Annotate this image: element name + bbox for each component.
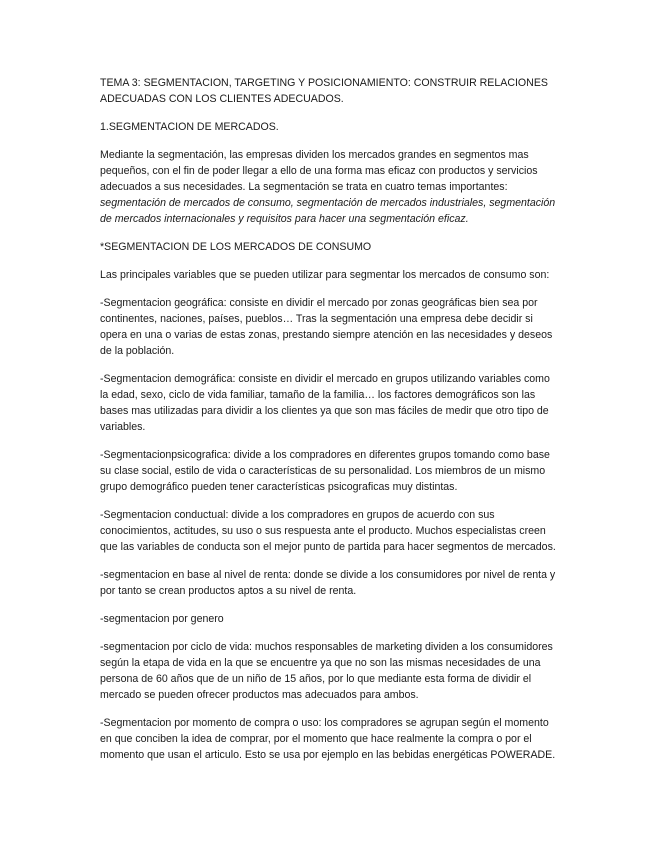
document-title: TEMA 3: SEGMENTACION, TARGETING Y POSICIONAMIENTO: CONSTRUIR RELACIONES ADECUADAS CON LOS CLIENTES ADECUADOS. <box>100 77 548 105</box>
paragraph-nivel-renta: -segmentacion en base al nivel de renta: donde se divide a los consumidores por nivel de renta y por tanto se crean productos aptos a su nivel de renta. <box>100 569 556 597</box>
intro-paragraph <box>100 147 559 227</box>
section-heading: 1.SEGMENTACION DE MERCADOS. <box>100 121 279 133</box>
paragraph-demografica: -Segmentacion demográfica: consiste en dividir el mercado en grupos utilizando variables como la edad, sexo, ciclo de vida familiar, tamaño de la familia… los factores demográficos son las bases mas utilizadas para dividir a los clientes ya que son mas fáciles de medir que otro tipo de variables. <box>100 373 550 433</box>
subheading: *SEGMENTACION DE LOS MERCADOS DE CONSUMO <box>100 241 372 253</box>
paragraph-conductual: -Segmentacion conductual: divide a los compradores en grupos de acuerdo con sus conocimientos, actitudes, su uso o sus respuesta ante el producto. Muchos especialistas creen que las variables de conducta son el mejor punto de partida para hacer segmentos de mercados. <box>100 509 556 553</box>
intro-text: Mediante la segmentación, las empresas dividen los mercados grandes en segmentos mas pequeños, con el fin de poder llegar a ello de una forma mas eficaz con productos y servicios adecuados a sus necesidades. La segmentación se trata en cuatro temas importantes: <box>100 149 538 193</box>
paragraph-geografica: -Segmentacion geográfica: consiste en dividir el mercado por zonas geográficas bien sea por continentes, naciones, países, pueblos… Tras la segmentación una empresa debe decidir si opera en una o varias de estas zonas, prestando siempre atención en las necesidades y deseos de la población. <box>100 297 553 357</box>
paragraph-momento-compra: -Segmentacion por momento de compra o uso: los compradores se agrupan según el momento en que conciben la idea de comprar, por el momento que hace realmente la compra o por el momento que usan el articulo. Esto se usa por ejemplo en las bebidas energéticas POWERADE. <box>100 717 556 761</box>
paragraph-ciclo-vida: -segmentacion por ciclo de vida: muchos responsables de marketing dividen a los consumidores según la etapa de vida en la que se encuentre ya que no son las mismas necesidades de una persona de 60 años que de un niño de 15 años, por lo que mediante esta forma de dividir el mercado se pueden ofrecer productos mas adecuados para ambos. <box>100 641 553 701</box>
intro-italic-text: segmentación de mercados de consumo, segmentación de mercados industriales, segmentación de mercados internacionales y requisitos para hacer una segmentación eficaz. <box>100 197 556 225</box>
paragraph-genero: -segmentacion por genero <box>100 613 224 625</box>
variables-intro: Las principales variables que se pueden utilizar para segmentar los mercados de consumo son: <box>100 269 550 281</box>
paragraph-psicografica: -Segmentacionpsicografica: divide a los compradores en diferentes grupos tomando como base su clase social, estilo de vida o características de su personalidad. Los miembros de un mismo grupo demográfico pueden tener características psicograficas muy distintas. <box>100 449 550 493</box>
